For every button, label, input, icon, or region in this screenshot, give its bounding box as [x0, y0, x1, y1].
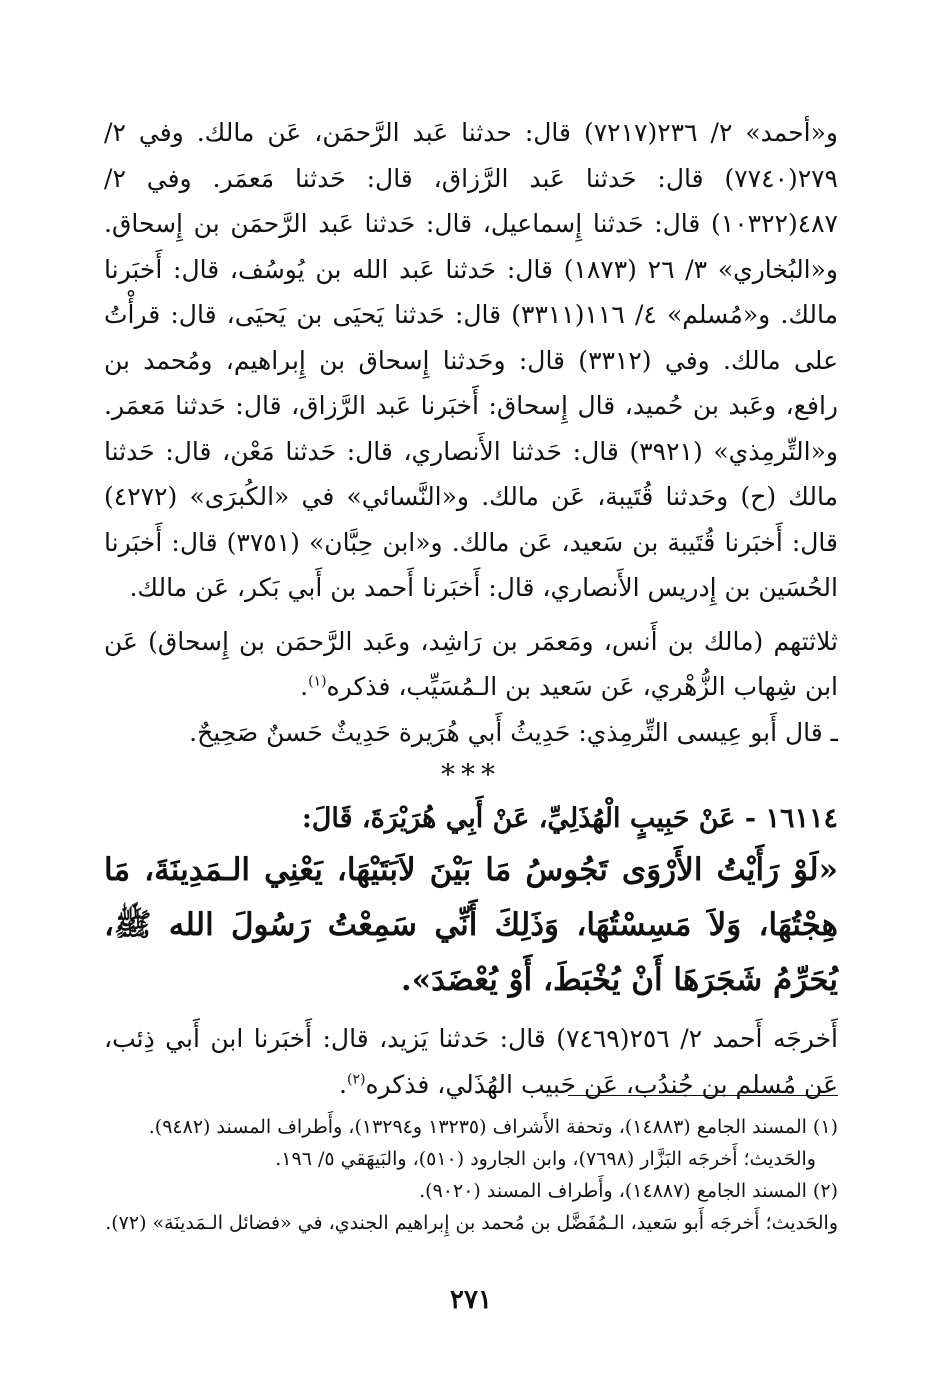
hadith-takhrij-text: أَخرجَه أَحمد ٢/ ٢٥٦(٧٤٦٩) قال: حَدثنا يَزيد، قال: أَخبَرنا ابن أَبي ذِئب، عَن مُسلم بن جُندُب، عَن حَبيب الهُذَلي، فذكره	[104, 1024, 838, 1099]
tirmidhi-note: ـ قال أَبو عِيسى التِّرمِذي: حَدِيثُ أَبي هُرَيرة حَدِيثٌ حَسنٌ صَحِيحٌ.	[189, 717, 838, 747]
page-number: ٢٧١	[450, 1285, 492, 1315]
takhrij-paragraph: و«أحمد» ٢/ ٢٣٦(٧٢١٧) قال: حدثنا عَبد الرَّحمَن، عَن مالك. وفي ٢/ ٢٧٩(٧٧٤٠) قال: حَدثنا عَبد الرَّزاق، قال: حَدثنا مَعمَر. وفي ٢/ ٤٨٧(١٠٣٢٢) قال: حَدثنا إِسماعيل، قال: حَدثنا عَبد الرَّحمَن بن إِسحاق. و«البُخاري» ٣/ ٢٦ (١٨٧٣) قال: حَدثنا عَبد الله بن يُوسُف، قال: أَخبَرنا مالك. و«مُسلم» ٤/ ١١٦(٣٣١١) قال: حَدثنا يَحيَى بن يَحيَى، قال: قرأْتُ على مالك. وفي (٣٣١٢) قال: وحَدثنا إِسحاق بن إِبراهيم، ومُحمد بن رافع، وعَبد بن حُميد، قال إِسحاق: أَخبَرنا عَبد الرَّزاق، قال: حَدثنا مَعمَر. و«التِّرمِذي» (٣٩٢١) قال: حَدثنا الأَنصاري، قال: حَدثنا مَعْن، قال: حَدثنا مالك (ح) وحَدثنا قُتَيبة، عَن مالك. و«النَّسائي» في «الكُبرَى» (٤٢٧٢) قال: أَخبَرنا قُتَيبة بن سَعيد، عَن مالك. و«ابن حِبَّان» (٣٧٥١) قال: أَخبَرنا الحُسَين بن إِدريس الأَنصاري، قال: أَخبَرنا أَحمد بن أَبي بَكر، عَن مالك.	[104, 118, 839, 602]
footnotes	[104, 1111, 838, 1239]
section-separator: ***	[441, 758, 501, 791]
hadith-text: «لَوْ رَأَيْتُ الأَرْوَى تَجُوسُ مَا بَيْنَ لاَبَتَيْهَا، يَعْنِي الـمَدِينَةَ، مَا هِجْتُهَا، وَلاَ مَسِسْتُهَا، وَذَلِكَ أَنِّي سَمِعْتُ رَسُولَ الله ﷺ، يُحَرِّمُ شَجَرَهَا أَنْ يُخْبَطَ، أَوْ يُعْضَدَ».	[104, 852, 838, 998]
footnote-1-continuation: والحَديث؛ أَخرجَه البَزَّار (٧٦٩٨)، وابن الجارود (٥١٠)، والبَيهَقي ٥/ ١٩٦.	[275, 1148, 816, 1170]
footnote-ref-1[interactable]: (١)	[308, 673, 327, 690]
footnote-2: (٢) المسند الجامع (١٤٨٨٧)، وأَطراف المسند (٩٠٢٠).	[419, 1180, 838, 1202]
chain-paragraph: ثلاثتهم (مالك بن أَنس، ومَعمَر بن رَاشِد، وعَبد الرَّحمَن بن إِسحاق) عَن ابن شِهاب الزُّهْري، عَن سَعيد بن الـمُسَيِّب، فذكره$^{(١)}$.	[104, 626, 838, 701]
footnote-ref-2[interactable]: (٢)	[346, 1071, 366, 1088]
hadith-heading: ١٦١١٤ - عَنْ حَبِيبٍ الْهُذَلِيِّ، عَنْ أَبِي هُرَيْرَةَ، قَالَ:	[301, 803, 838, 834]
footnote-1: (١) المسند الجامع (١٤٨٨٣)، وتحفة الأَشراف (١٣٢٣٥ و١٣٢٩٤)، وأَطراف المسند (٩٤٨٢).	[148, 1116, 838, 1138]
footnote-divider	[568, 1095, 838, 1096]
main-text	[104, 110, 838, 1107]
hadith-takhrij: أَخرجَه أَحمد ٢/ ٢٥٦(٧٤٦٩) قال: حَدثنا يَزيد، قال: أَخبَرنا ابن أَبي ذِئب، عَن مُسلم بن جُندُب، عَن حَبيب الهُذَلي، فذكره$^{(٢)}$.	[104, 1024, 838, 1099]
footnote-2-continuation: والحَديث؛ أَخرجَه أَبو سَعيد، الـمُفَضَّل بن مُحمد بن إِبراهيم الجندي، في «فضائل الـمَدينَة» (٧٢).	[105, 1212, 838, 1234]
chain-text: ثلاثتهم (مالك بن أَنس، ومَعمَر بن رَاشِد، وعَبد الرَّحمَن بن إِسحاق) عَن ابن شِهاب الزُّهْري، عَن سَعيد بن الـمُسَيِّب، فذكره	[104, 626, 838, 701]
